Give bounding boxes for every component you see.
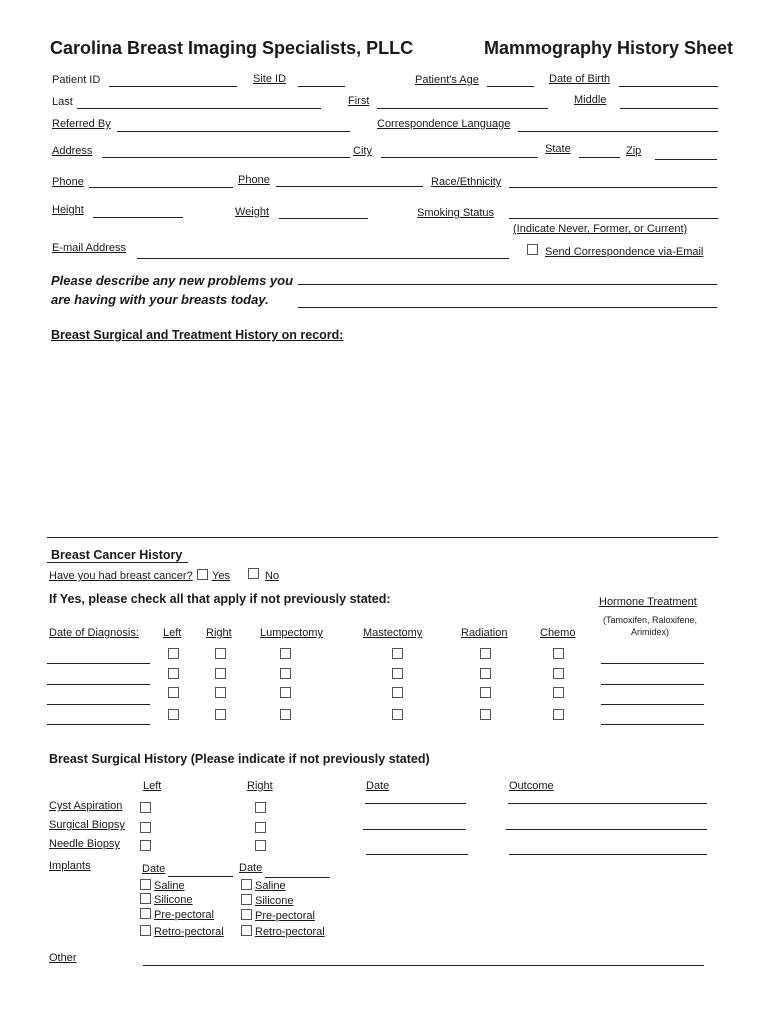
- prepectoral-left-label: Pre-pectoral: [154, 909, 214, 921]
- diagnosis-date-field[interactable]: [47, 704, 150, 705]
- address-field[interactable]: [102, 157, 350, 158]
- state-field[interactable]: [579, 157, 620, 158]
- retropectoral-left-checkbox[interactable]: [140, 925, 151, 936]
- city-field[interactable]: [381, 157, 538, 158]
- site-id-label: Site ID: [253, 73, 287, 85]
- silicone-left-label: Silicone: [154, 894, 193, 906]
- cancer-no-checkbox[interactable]: [248, 568, 259, 579]
- col-chemo: Chemo: [540, 627, 576, 639]
- middle-field[interactable]: [620, 108, 718, 109]
- cancer-yes-checkbox[interactable]: [197, 569, 208, 580]
- hormone-note: (Tamoxifen, Raloxifene, Arimidex): [602, 615, 698, 637]
- smoking-hint: (Indicate Never, Former, or Current): [513, 223, 688, 235]
- col-right: Right: [206, 627, 232, 639]
- cyst-left-checkbox[interactable]: [140, 802, 151, 813]
- problems-line-1: Please describe any new problems you: [51, 273, 294, 288]
- send-email-label: Send Correspondence via-Email: [545, 246, 704, 258]
- diagnosis-date-field[interactable]: [47, 724, 150, 725]
- surgical-record-heading: Breast Surgical and Treatment History on record:: [51, 328, 344, 342]
- email-field[interactable]: [137, 258, 509, 259]
- cyst-right-checkbox[interactable]: [255, 802, 266, 813]
- cancer-yes-label: Yes: [212, 570, 230, 582]
- dob-label: Date of Birth: [549, 73, 611, 85]
- city-label: City: [353, 145, 372, 157]
- email-label: E-mail Address: [52, 242, 126, 254]
- state-label: State: [545, 143, 571, 155]
- section-divider: [47, 537, 718, 538]
- last-label: Last: [52, 96, 73, 108]
- height-label: Height: [52, 204, 84, 216]
- middle-label: Middle: [574, 94, 607, 106]
- practice-name: Carolina Breast Imaging Specialists, PLLC: [50, 38, 414, 58]
- implant-left-date-label: Date: [142, 863, 166, 875]
- radiation-checkbox[interactable]: [480, 687, 491, 698]
- race-field[interactable]: [509, 187, 717, 188]
- hormone-field[interactable]: [601, 684, 704, 685]
- needle-biopsy-left-checkbox[interactable]: [140, 840, 151, 851]
- col-left: Left: [163, 627, 182, 639]
- needle-biopsy-label: Needle Biopsy: [49, 838, 120, 850]
- prepectoral-right-label: Pre-pectoral: [255, 910, 315, 922]
- zip-label: Zip: [626, 145, 642, 157]
- cyst-date-field[interactable]: [365, 803, 466, 804]
- chemo-checkbox[interactable]: [553, 648, 564, 659]
- surgical-heading: Breast Surgical History (Please indicate if not previously stated): [49, 752, 430, 766]
- site-id-field[interactable]: [298, 86, 345, 87]
- first-field[interactable]: [377, 108, 548, 109]
- col-lumpectomy: Lumpectomy: [260, 627, 323, 639]
- silicone-right-label: Silicone: [255, 895, 294, 907]
- saline-left-checkbox[interactable]: [140, 879, 151, 890]
- chemo-checkbox[interactable]: [553, 709, 564, 720]
- radiation-checkbox[interactable]: [480, 668, 491, 679]
- correspondence-language-label: Correspondence Language: [377, 118, 511, 130]
- needle-biopsy-outcome-field[interactable]: [509, 854, 707, 855]
- left-checkbox[interactable]: [168, 687, 179, 698]
- retropectoral-left-label: Retro-pectoral: [154, 926, 224, 938]
- form-title: Mammography History Sheet: [484, 38, 734, 58]
- chemo-checkbox[interactable]: [553, 668, 564, 679]
- phone2-field[interactable]: [276, 186, 423, 187]
- referred-by-field[interactable]: [117, 131, 350, 132]
- saline-left-label: Saline: [154, 880, 185, 892]
- phone-field[interactable]: [89, 187, 233, 188]
- silicone-left-checkbox[interactable]: [140, 893, 151, 904]
- col-date-diagnosis: Date of Diagnosis:: [49, 627, 139, 639]
- hormone-field[interactable]: [601, 704, 704, 705]
- patient-id-label: Patient ID: [52, 74, 101, 86]
- lumpectomy-checkbox[interactable]: [280, 687, 291, 698]
- patients-age-label: Patient's Age: [415, 74, 479, 86]
- lumpectomy-checkbox[interactable]: [280, 648, 291, 659]
- surg-col-left: Left: [143, 780, 162, 792]
- first-label: First: [348, 95, 370, 107]
- weight-label: Weight: [235, 206, 270, 218]
- col-radiation: Radiation: [461, 627, 508, 639]
- race-label: Race/Ethnicity: [431, 176, 502, 188]
- surgical-biopsy-right-checkbox[interactable]: [255, 822, 266, 833]
- implant-right-date-label: Date: [239, 862, 263, 874]
- cancer-heading: Breast Cancer History: [51, 548, 183, 562]
- smoking-label: Smoking Status: [417, 207, 495, 219]
- left-checkbox[interactable]: [168, 668, 179, 679]
- surgical-biopsy-date-field[interactable]: [363, 829, 466, 830]
- surgical-biopsy-outcome-field[interactable]: [506, 829, 707, 830]
- zip-field[interactable]: [655, 159, 717, 160]
- hormone-field[interactable]: [601, 724, 704, 725]
- hormone-label: Hormone Treatment: [599, 596, 697, 608]
- saline-right-label: Saline: [255, 880, 286, 892]
- col-mastectomy: Mastectomy: [363, 627, 423, 639]
- prepectoral-left-checkbox[interactable]: [140, 908, 151, 919]
- hormone-field[interactable]: [601, 663, 704, 664]
- lumpectomy-checkbox[interactable]: [280, 709, 291, 720]
- retropectoral-right-checkbox[interactable]: [241, 925, 252, 936]
- cancer-no-label: No: [265, 570, 280, 582]
- mastectomy-checkbox[interactable]: [392, 709, 403, 720]
- smoking-field[interactable]: [509, 218, 718, 219]
- referred-by-label: Referred By: [52, 118, 111, 130]
- surg-col-outcome: Outcome: [509, 780, 554, 792]
- address-label: Address: [52, 145, 93, 157]
- cancer-question: Have you had breast cancer?: [49, 570, 193, 582]
- radiation-checkbox[interactable]: [480, 709, 491, 720]
- dob-field[interactable]: [619, 86, 718, 87]
- radiation-checkbox[interactable]: [480, 648, 491, 659]
- silicone-right-checkbox[interactable]: [241, 894, 252, 905]
- needle-biopsy-right-checkbox[interactable]: [255, 840, 266, 851]
- problems-field-1[interactable]: [298, 284, 717, 285]
- saline-right-checkbox[interactable]: [241, 879, 252, 890]
- right-checkbox[interactable]: [215, 668, 226, 679]
- retropectoral-right-label: Retro-pectoral: [255, 926, 325, 938]
- surg-col-right: Right: [247, 780, 273, 792]
- last-field[interactable]: [77, 108, 321, 109]
- needle-biopsy-date-field[interactable]: [366, 854, 468, 855]
- patient-id-field[interactable]: [109, 86, 237, 87]
- cyst-outcome-field[interactable]: [508, 803, 707, 804]
- implant-left-date-field[interactable]: [168, 876, 233, 877]
- surg-col-date: Date: [366, 780, 390, 792]
- mastectomy-checkbox[interactable]: [392, 668, 403, 679]
- problems-field-2[interactable]: [298, 307, 717, 308]
- send-email-checkbox[interactable]: [527, 244, 538, 255]
- right-checkbox[interactable]: [215, 709, 226, 720]
- cancer-heading-underline: [47, 562, 188, 563]
- diagnosis-date-field[interactable]: [47, 663, 150, 664]
- implants-label: Implants: [49, 860, 91, 872]
- height-field[interactable]: [93, 217, 183, 218]
- other-field[interactable]: [143, 965, 704, 966]
- left-checkbox[interactable]: [168, 709, 179, 720]
- mastectomy-checkbox[interactable]: [392, 687, 403, 698]
- diagnosis-date-field[interactable]: [47, 684, 150, 685]
- left-checkbox[interactable]: [168, 648, 179, 659]
- surgical-biopsy-label: Surgical Biopsy: [49, 819, 125, 831]
- chemo-checkbox[interactable]: [553, 687, 564, 698]
- mastectomy-checkbox[interactable]: [392, 648, 403, 659]
- problems-line-2: are having with your breasts today.: [51, 292, 269, 307]
- right-checkbox[interactable]: [215, 648, 226, 659]
- right-checkbox[interactable]: [215, 687, 226, 698]
- weight-field[interactable]: [279, 218, 368, 219]
- other-label: Other: [49, 952, 77, 964]
- implant-right-date-field[interactable]: [265, 877, 330, 878]
- lumpectomy-checkbox[interactable]: [280, 668, 291, 679]
- correspondence-language-field[interactable]: [518, 131, 718, 132]
- phone-label: Phone: [52, 176, 84, 188]
- cancer-instruction: If Yes, please check all that apply if not previously stated:: [49, 592, 391, 606]
- patients-age-field[interactable]: [487, 86, 534, 87]
- phone2-label: Phone: [238, 174, 270, 186]
- cyst-aspiration-label: Cyst Aspiration: [49, 800, 123, 812]
- surgical-biopsy-left-checkbox[interactable]: [140, 822, 151, 833]
- prepectoral-right-checkbox[interactable]: [241, 909, 252, 920]
